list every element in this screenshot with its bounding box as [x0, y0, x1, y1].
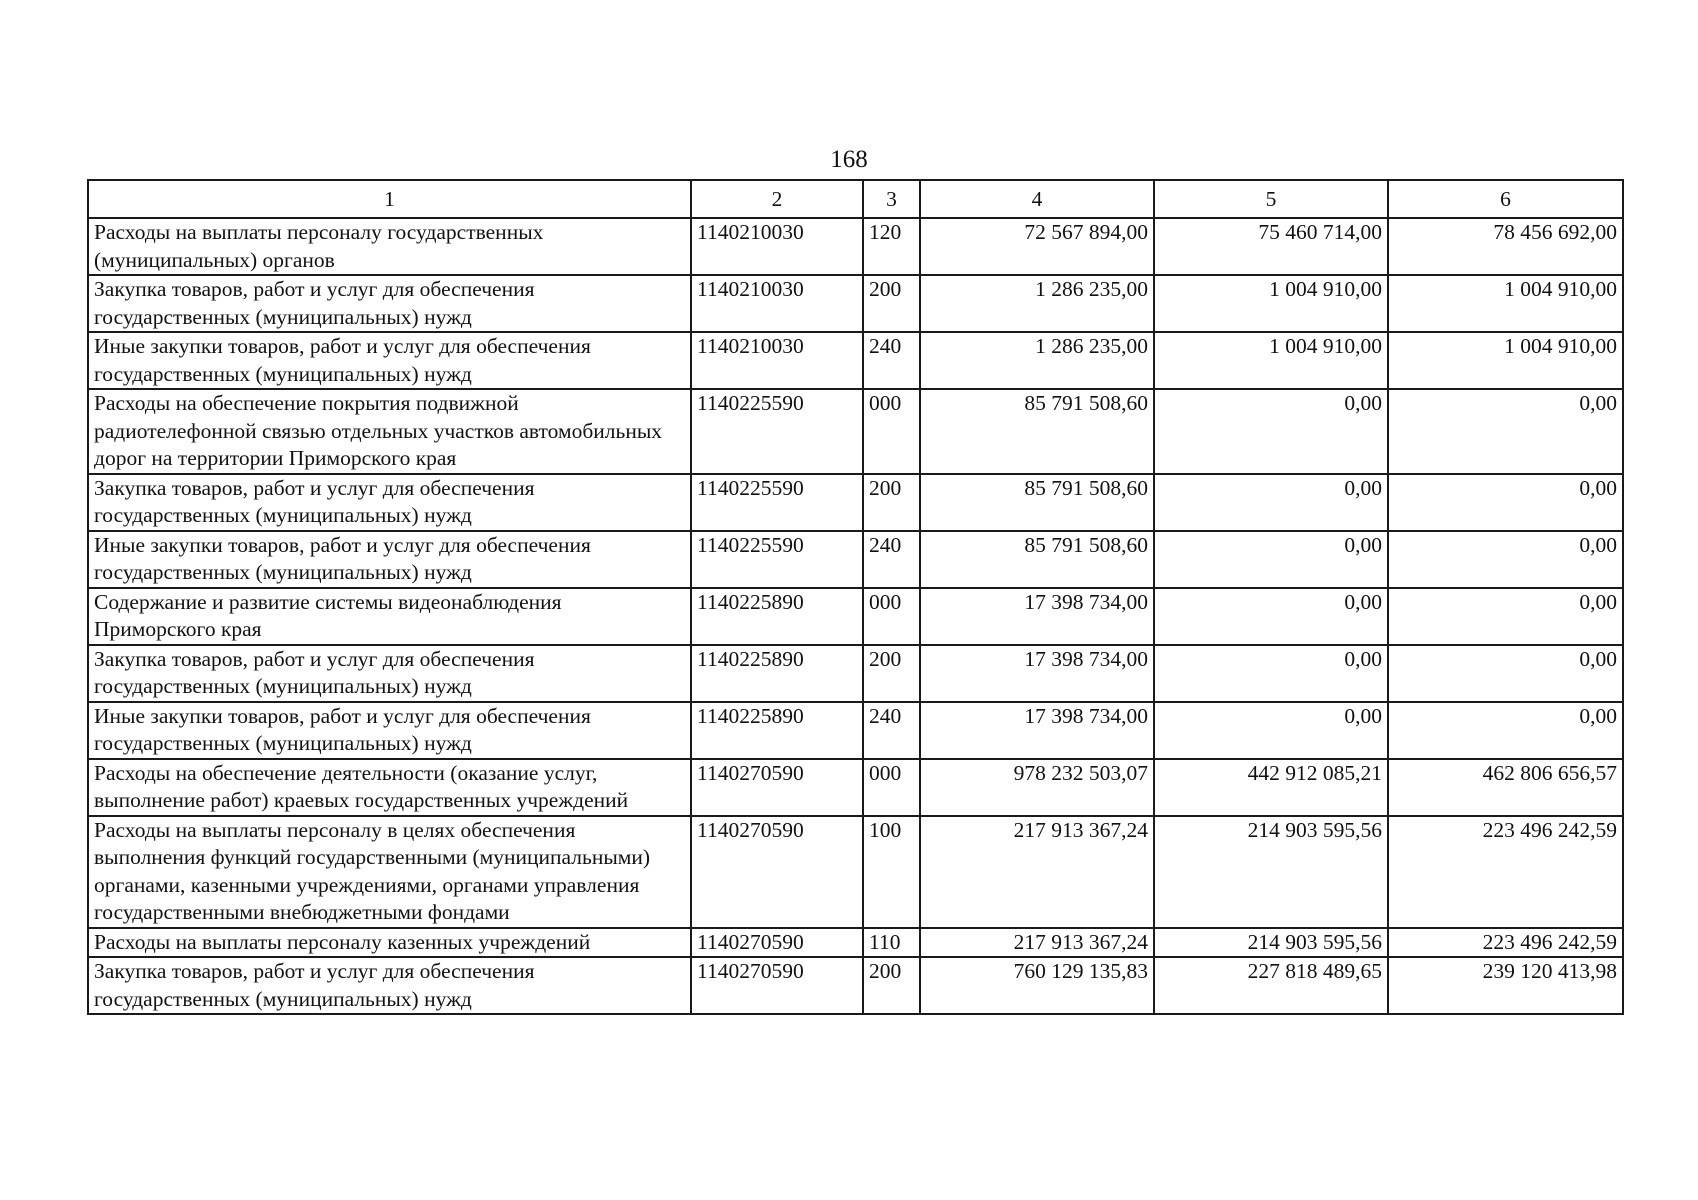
column-header-6: 6 [1388, 180, 1623, 218]
table-row [88, 474, 1623, 531]
row-amount-col4: 1 286 235,00 [920, 275, 1154, 332]
row-amount-col4: 85 791 508,60 [920, 474, 1154, 531]
table-row [88, 218, 1623, 275]
table-row [88, 928, 1623, 958]
row-amount-col5: 0,00 [1154, 389, 1388, 474]
row-amount-col5: 0,00 [1154, 474, 1388, 531]
row-description: Иные закупки товаров, работ и услуг для обеспечения государственных (муниципальных) нужд [88, 332, 691, 389]
column-header-4: 4 [920, 180, 1154, 218]
row-amount-col4: 760 129 135,83 [920, 957, 1154, 1014]
row-amount-col5: 1 004 910,00 [1154, 275, 1388, 332]
row-target-code: 1140225590 [691, 531, 863, 588]
row-amount-col4: 17 398 734,00 [920, 588, 1154, 645]
row-amount-col5: 214 903 595,56 [1154, 928, 1388, 958]
table-row [88, 389, 1623, 474]
row-amount-col6: 239 120 413,98 [1388, 957, 1623, 1014]
row-expense-type: 000 [863, 389, 920, 474]
header-row [88, 180, 1623, 218]
row-description: Закупка товаров, работ и услуг для обеспечения государственных (муниципальных) нужд [88, 275, 691, 332]
column-header-5: 5 [1154, 180, 1388, 218]
row-target-code: 1140270590 [691, 816, 863, 928]
row-description: Расходы на выплаты персоналу государственных (муниципальных) органов [88, 218, 691, 275]
column-header-2: 2 [691, 180, 863, 218]
row-expense-type: 240 [863, 332, 920, 389]
row-amount-col5: 442 912 085,21 [1154, 759, 1388, 816]
row-expense-type: 110 [863, 928, 920, 958]
row-description: Расходы на выплаты персоналу в целях обеспечения выполнения функций государственными (муниципальными) органами, казенными учреждениями, органами управления государственными внебюджетными фондами [88, 816, 691, 928]
row-amount-col6: 1 004 910,00 [1388, 332, 1623, 389]
row-amount-col6: 0,00 [1388, 474, 1623, 531]
row-target-code: 1140270590 [691, 928, 863, 958]
row-target-code: 1140210030 [691, 218, 863, 275]
table-body [88, 218, 1623, 1014]
column-header-3: 3 [863, 180, 920, 218]
table-row [88, 816, 1623, 928]
row-amount-col6: 0,00 [1388, 702, 1623, 759]
table-row [88, 645, 1623, 702]
row-amount-col5: 0,00 [1154, 645, 1388, 702]
row-amount-col5: 227 818 489,65 [1154, 957, 1388, 1014]
row-amount-col6: 0,00 [1388, 389, 1623, 474]
row-description: Содержание и развитие системы видеонаблюдения Приморского края [88, 588, 691, 645]
row-description: Закупка товаров, работ и услуг для обеспечения государственных (муниципальных) нужд [88, 645, 691, 702]
row-description: Расходы на выплаты персоналу казенных учреждений [88, 928, 691, 958]
row-amount-col4: 17 398 734,00 [920, 702, 1154, 759]
row-description: Расходы на обеспечение покрытия подвижной радиотелефонной связью отдельных участков автомобильных дорог на территории Приморского края [88, 389, 691, 474]
row-amount-col4: 978 232 503,07 [920, 759, 1154, 816]
table-row [88, 275, 1623, 332]
row-target-code: 1140210030 [691, 275, 863, 332]
row-description: Иные закупки товаров, работ и услуг для обеспечения государственных (муниципальных) нужд [88, 702, 691, 759]
row-amount-col5: 0,00 [1154, 588, 1388, 645]
row-expense-type: 200 [863, 957, 920, 1014]
row-target-code: 1140270590 [691, 759, 863, 816]
row-amount-col5: 75 460 714,00 [1154, 218, 1388, 275]
page-number: 168 [830, 146, 868, 173]
row-amount-col4: 217 913 367,24 [920, 816, 1154, 928]
row-target-code: 1140225890 [691, 645, 863, 702]
row-amount-col5: 1 004 910,00 [1154, 332, 1388, 389]
row-amount-col6: 0,00 [1388, 588, 1623, 645]
row-description: Иные закупки товаров, работ и услуг для обеспечения государственных (муниципальных) нужд [88, 531, 691, 588]
row-target-code: 1140225590 [691, 474, 863, 531]
column-header-1: 1 [88, 180, 691, 218]
row-target-code: 1140210030 [691, 332, 863, 389]
row-amount-col6: 1 004 910,00 [1388, 275, 1623, 332]
row-amount-col4: 17 398 734,00 [920, 645, 1154, 702]
table-row [88, 759, 1623, 816]
table-row [88, 531, 1623, 588]
row-amount-col4: 85 791 508,60 [920, 531, 1154, 588]
row-target-code: 1140225590 [691, 389, 863, 474]
row-expense-type: 000 [863, 759, 920, 816]
row-amount-col6: 462 806 656,57 [1388, 759, 1623, 816]
row-expense-type: 000 [863, 588, 920, 645]
row-target-code: 1140225890 [691, 588, 863, 645]
table-row [88, 957, 1623, 1014]
row-amount-col4: 217 913 367,24 [920, 928, 1154, 958]
table-row [88, 588, 1623, 645]
row-description: Расходы на обеспечение деятельности (оказание услуг, выполнение работ) краевых государственных учреждений [88, 759, 691, 816]
row-expense-type: 200 [863, 645, 920, 702]
row-expense-type: 100 [863, 816, 920, 928]
row-expense-type: 200 [863, 275, 920, 332]
row-amount-col6: 223 496 242,59 [1388, 816, 1623, 928]
row-amount-col5: 0,00 [1154, 702, 1388, 759]
row-expense-type: 240 [863, 702, 920, 759]
row-target-code: 1140225890 [691, 702, 863, 759]
row-amount-col4: 72 567 894,00 [920, 218, 1154, 275]
row-amount-col4: 1 286 235,00 [920, 332, 1154, 389]
row-amount-col6: 78 456 692,00 [1388, 218, 1623, 275]
row-target-code: 1140270590 [691, 957, 863, 1014]
row-expense-type: 120 [863, 218, 920, 275]
row-expense-type: 200 [863, 474, 920, 531]
row-amount-col6: 0,00 [1388, 531, 1623, 588]
table-row [88, 332, 1623, 389]
table-row [88, 702, 1623, 759]
row-amount-col6: 0,00 [1388, 645, 1623, 702]
row-description: Закупка товаров, работ и услуг для обеспечения государственных (муниципальных) нужд [88, 957, 691, 1014]
budget-table [87, 179, 1624, 1015]
row-amount-col5: 214 903 595,56 [1154, 816, 1388, 928]
row-expense-type: 240 [863, 531, 920, 588]
row-description: Закупка товаров, работ и услуг для обеспечения государственных (муниципальных) нужд [88, 474, 691, 531]
row-amount-col6: 223 496 242,59 [1388, 928, 1623, 958]
row-amount-col5: 0,00 [1154, 531, 1388, 588]
row-amount-col4: 85 791 508,60 [920, 389, 1154, 474]
